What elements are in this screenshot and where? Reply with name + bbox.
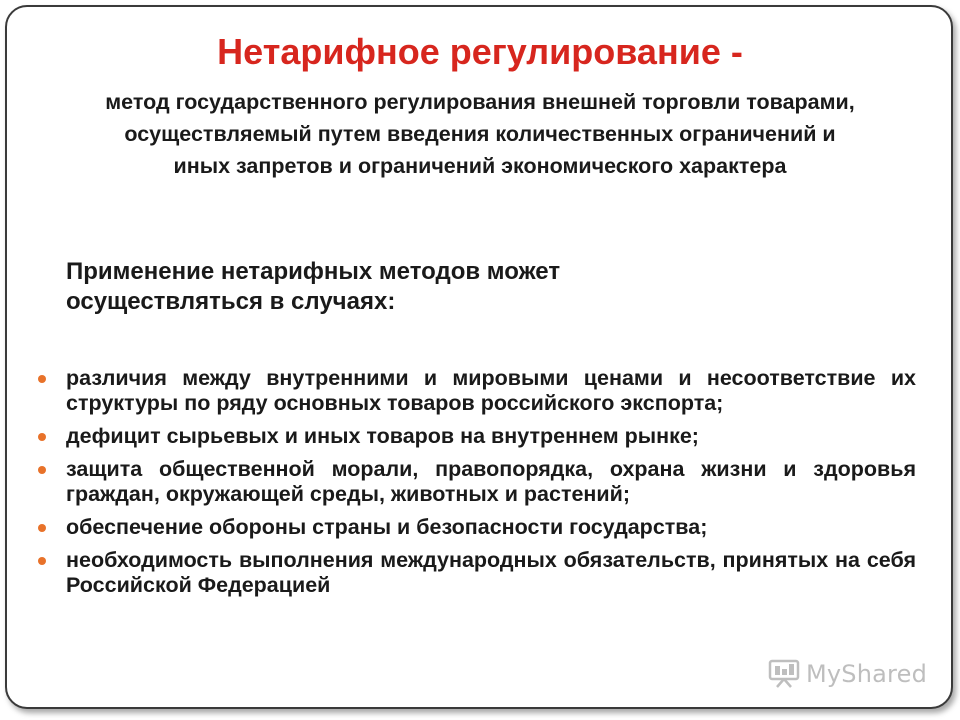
slide-title: Нетарифное регулирование - bbox=[217, 31, 743, 72]
bullet-dot-icon bbox=[38, 433, 46, 441]
subheading-line: осуществляться в случаях: bbox=[66, 288, 396, 315]
bullet-item bbox=[36, 457, 916, 507]
bullet-item bbox=[36, 515, 916, 540]
myshared-watermark bbox=[768, 656, 927, 692]
definition-line: иных запретов и ограничений экономического характера bbox=[173, 154, 787, 178]
bullet-list bbox=[36, 366, 916, 606]
definition-line: осуществляемый путем введения количественных ограничений и bbox=[124, 122, 836, 146]
watermark-text: MyShared bbox=[806, 660, 928, 688]
definition-text bbox=[10, 86, 950, 182]
bullet-item bbox=[36, 548, 916, 598]
bullet-item bbox=[36, 424, 916, 449]
bullet-item bbox=[36, 366, 916, 416]
presentation-board-icon bbox=[768, 659, 800, 689]
bullet-dot-icon bbox=[38, 375, 46, 383]
bullet-dot-icon bbox=[38, 524, 46, 532]
bullet-text: защита общественной морали, правопорядка, охрана жизни и здоровья граждан, окружающей среды, животных и растений; bbox=[66, 457, 916, 506]
bullet-text: дефицит сырьевых и иных товаров на внутреннем рынке; bbox=[66, 424, 699, 448]
subheading-line: Применение нетарифных методов может bbox=[66, 258, 561, 285]
bullet-dot-icon bbox=[38, 557, 46, 565]
bullet-text: обеспечение обороны страны и безопасности государства; bbox=[66, 515, 708, 539]
bullet-text: необходимость выполнения международных обязательств, принятых на себя Российской Федерацией bbox=[66, 548, 916, 597]
subheading bbox=[66, 257, 786, 317]
definition-line: метод государственного регулирования внешней торговли товарами, bbox=[105, 90, 855, 114]
bullet-dot-icon bbox=[38, 466, 46, 474]
bullet-text: различия между внутренними и мировыми ценами и несоответствие их структуры по ряду основных товаров российского экспорта; bbox=[66, 366, 916, 415]
